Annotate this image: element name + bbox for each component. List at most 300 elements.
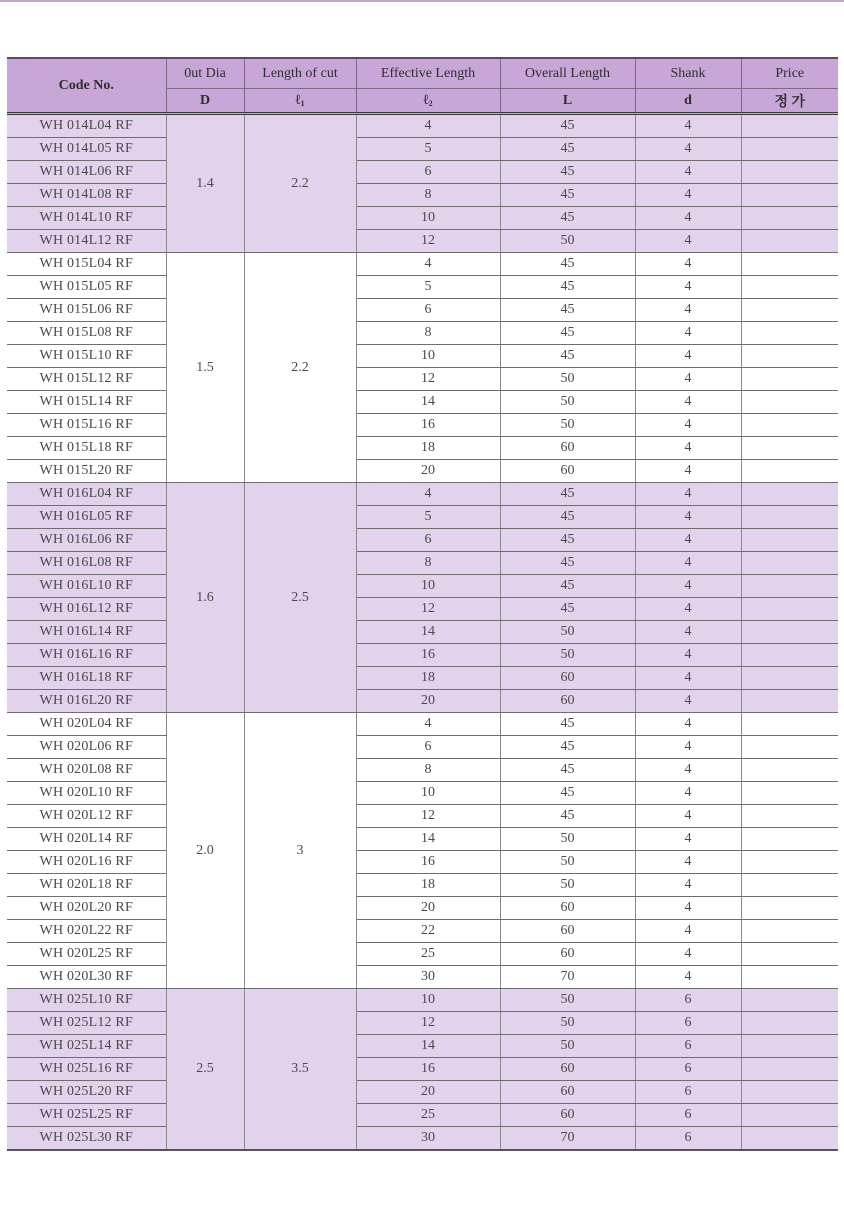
price-cell xyxy=(741,736,838,759)
shank-cell: 4 xyxy=(635,161,741,184)
shank-cell: 4 xyxy=(635,230,741,253)
code-no-cell: WH 020L16 RF xyxy=(7,851,166,874)
code-no-cell: WH 020L10 RF xyxy=(7,782,166,805)
length-of-cut-cell: 2.2 xyxy=(244,114,356,253)
code-no-cell: WH 015L16 RF xyxy=(7,414,166,437)
symbol-l: ℓ xyxy=(423,92,429,108)
price-cell xyxy=(741,253,838,276)
code-no-cell: WH 014L08 RF xyxy=(7,184,166,207)
code-no-cell: WH 016L20 RF xyxy=(7,690,166,713)
code-no-cell: WH 025L25 RF xyxy=(7,1104,166,1127)
table-row xyxy=(7,621,838,644)
price-cell xyxy=(741,1012,838,1035)
shank-cell: 6 xyxy=(635,989,741,1012)
price-cell xyxy=(741,391,838,414)
price-cell xyxy=(741,575,838,598)
code-no-cell: WH 014L06 RF xyxy=(7,161,166,184)
symbol-subscript: 1 xyxy=(300,98,305,108)
overall-length-cell: 45 xyxy=(500,114,635,138)
price-cell xyxy=(741,184,838,207)
price-cell xyxy=(741,1104,838,1127)
effective-length-cell: 8 xyxy=(356,184,500,207)
shank-cell: 4 xyxy=(635,805,741,828)
shank-cell: 4 xyxy=(635,276,741,299)
overall-length-cell: 60 xyxy=(500,460,635,483)
code-no-cell: WH 015L14 RF xyxy=(7,391,166,414)
overall-length-cell: 50 xyxy=(500,230,635,253)
code-no-cell: WH 015L20 RF xyxy=(7,460,166,483)
code-no-cell: WH 016L04 RF xyxy=(7,483,166,506)
table-row xyxy=(7,805,838,828)
code-no-cell: WH 020L06 RF xyxy=(7,736,166,759)
shank-cell: 4 xyxy=(635,667,741,690)
table-row xyxy=(7,299,838,322)
effective-length-cell: 6 xyxy=(356,529,500,552)
shank-cell: 4 xyxy=(635,253,741,276)
overall-length-cell: 50 xyxy=(500,391,635,414)
table-header xyxy=(7,58,838,114)
table-row xyxy=(7,506,838,529)
code-no-cell: WH 016L12 RF xyxy=(7,598,166,621)
overall-length-cell: 45 xyxy=(500,253,635,276)
shank-cell: 4 xyxy=(635,920,741,943)
shank-cell: 4 xyxy=(635,184,741,207)
price-cell xyxy=(741,805,838,828)
effective-length-cell: 4 xyxy=(356,713,500,736)
code-no-cell: WH 015L04 RF xyxy=(7,253,166,276)
overall-length-cell: 50 xyxy=(500,851,635,874)
price-cell xyxy=(741,345,838,368)
table-row xyxy=(7,1127,838,1151)
effective-length-cell: 12 xyxy=(356,368,500,391)
header-length-of-cut: Length of cut xyxy=(244,58,356,89)
shank-cell: 6 xyxy=(635,1012,741,1035)
overall-length-cell: 45 xyxy=(500,345,635,368)
shank-cell: 4 xyxy=(635,414,741,437)
table-row xyxy=(7,207,838,230)
header-price: Price xyxy=(741,58,838,89)
price-cell xyxy=(741,644,838,667)
effective-length-cell: 25 xyxy=(356,1104,500,1127)
effective-length-cell: 14 xyxy=(356,621,500,644)
code-no-cell: WH 025L30 RF xyxy=(7,1127,166,1151)
shank-cell: 4 xyxy=(635,322,741,345)
table-row xyxy=(7,851,838,874)
effective-length-cell: 12 xyxy=(356,598,500,621)
effective-length-cell: 12 xyxy=(356,805,500,828)
code-no-cell: WH 025L16 RF xyxy=(7,1058,166,1081)
symbol-l: ℓ xyxy=(295,92,301,108)
price-cell xyxy=(741,897,838,920)
price-cell xyxy=(741,1081,838,1104)
effective-length-cell: 4 xyxy=(356,114,500,138)
price-cell xyxy=(741,230,838,253)
overall-length-cell: 45 xyxy=(500,598,635,621)
shank-cell: 4 xyxy=(635,644,741,667)
shank-cell: 4 xyxy=(635,736,741,759)
spec-table xyxy=(7,57,838,1151)
price-cell xyxy=(741,322,838,345)
overall-length-cell: 45 xyxy=(500,483,635,506)
effective-length-cell: 10 xyxy=(356,782,500,805)
effective-length-cell: 18 xyxy=(356,667,500,690)
price-cell xyxy=(741,759,838,782)
effective-length-cell: 5 xyxy=(356,506,500,529)
price-cell xyxy=(741,460,838,483)
effective-length-cell: 8 xyxy=(356,552,500,575)
effective-length-cell: 20 xyxy=(356,690,500,713)
price-cell xyxy=(741,690,838,713)
code-no-cell: WH 016L16 RF xyxy=(7,644,166,667)
table-row xyxy=(7,345,838,368)
code-no-cell: WH 025L14 RF xyxy=(7,1035,166,1058)
effective-length-cell: 14 xyxy=(356,391,500,414)
effective-length-cell: 4 xyxy=(356,253,500,276)
table-row xyxy=(7,322,838,345)
code-no-cell: WH 015L10 RF xyxy=(7,345,166,368)
code-no-cell: WH 020L18 RF xyxy=(7,874,166,897)
code-no-cell: WH 020L22 RF xyxy=(7,920,166,943)
overall-length-cell: 45 xyxy=(500,299,635,322)
overall-length-cell: 45 xyxy=(500,138,635,161)
table-row xyxy=(7,989,838,1012)
table-row xyxy=(7,483,838,506)
price-cell xyxy=(741,667,838,690)
table-row xyxy=(7,575,838,598)
header-overall-length: Overall Length xyxy=(500,58,635,89)
price-cell xyxy=(741,506,838,529)
code-no-cell: WH 025L12 RF xyxy=(7,1012,166,1035)
price-cell xyxy=(741,713,838,736)
overall-length-cell: 50 xyxy=(500,368,635,391)
header-effective-length: Effective Length xyxy=(356,58,500,89)
shank-cell: 4 xyxy=(635,874,741,897)
shank-cell: 4 xyxy=(635,966,741,989)
overall-length-cell: 45 xyxy=(500,276,635,299)
overall-length-cell: 45 xyxy=(500,552,635,575)
price-cell xyxy=(741,368,838,391)
shank-cell: 4 xyxy=(635,437,741,460)
code-no-cell: WH 020L04 RF xyxy=(7,713,166,736)
price-cell xyxy=(741,966,838,989)
price-cell xyxy=(741,782,838,805)
price-cell xyxy=(741,161,838,184)
table-row xyxy=(7,1104,838,1127)
overall-length-cell: 45 xyxy=(500,759,635,782)
shank-cell: 4 xyxy=(635,713,741,736)
price-cell xyxy=(741,299,838,322)
header-symbol-D: D xyxy=(166,89,244,114)
overall-length-cell: 45 xyxy=(500,184,635,207)
effective-length-cell: 16 xyxy=(356,644,500,667)
out-dia-cell: 1.6 xyxy=(166,483,244,713)
price-cell xyxy=(741,437,838,460)
effective-length-cell: 8 xyxy=(356,759,500,782)
header-out-dia: 0ut Dia xyxy=(166,58,244,89)
shank-cell: 4 xyxy=(635,851,741,874)
shank-cell: 4 xyxy=(635,483,741,506)
shank-cell: 4 xyxy=(635,828,741,851)
price-cell xyxy=(741,989,838,1012)
overall-length-cell: 45 xyxy=(500,207,635,230)
price-cell xyxy=(741,552,838,575)
code-no-cell: WH 015L12 RF xyxy=(7,368,166,391)
shank-cell: 4 xyxy=(635,460,741,483)
overall-length-cell: 60 xyxy=(500,1058,635,1081)
effective-length-cell: 5 xyxy=(356,138,500,161)
shank-cell: 6 xyxy=(635,1104,741,1127)
top-decorative-rule xyxy=(0,0,844,2)
table-row xyxy=(7,1058,838,1081)
overall-length-cell: 60 xyxy=(500,437,635,460)
table-row xyxy=(7,161,838,184)
code-no-cell: WH 014L04 RF xyxy=(7,114,166,138)
overall-length-cell: 50 xyxy=(500,414,635,437)
out-dia-cell: 2.0 xyxy=(166,713,244,989)
symbol-subscript: 2 xyxy=(428,98,433,108)
overall-length-cell: 50 xyxy=(500,621,635,644)
shank-cell: 4 xyxy=(635,782,741,805)
code-no-cell: WH 020L14 RF xyxy=(7,828,166,851)
overall-length-cell: 50 xyxy=(500,1035,635,1058)
code-no-cell: WH 015L05 RF xyxy=(7,276,166,299)
shank-cell: 4 xyxy=(635,897,741,920)
out-dia-cell: 1.4 xyxy=(166,114,244,253)
effective-length-cell: 14 xyxy=(356,1035,500,1058)
price-cell xyxy=(741,1035,838,1058)
shank-cell: 4 xyxy=(635,690,741,713)
table-row xyxy=(7,874,838,897)
effective-length-cell: 16 xyxy=(356,414,500,437)
code-no-cell: WH 016L18 RF xyxy=(7,667,166,690)
overall-length-cell: 50 xyxy=(500,1012,635,1035)
table-row xyxy=(7,391,838,414)
price-cell xyxy=(741,414,838,437)
code-no-cell: WH 015L08 RF xyxy=(7,322,166,345)
table-row xyxy=(7,230,838,253)
code-no-cell: WH 020L08 RF xyxy=(7,759,166,782)
effective-length-cell: 16 xyxy=(356,1058,500,1081)
overall-length-cell: 60 xyxy=(500,690,635,713)
table-row xyxy=(7,138,838,161)
price-cell xyxy=(741,1127,838,1151)
price-cell xyxy=(741,828,838,851)
effective-length-cell: 20 xyxy=(356,897,500,920)
overall-length-cell: 50 xyxy=(500,828,635,851)
header-code-no: Code No. xyxy=(7,58,166,114)
code-no-cell: WH 014L10 RF xyxy=(7,207,166,230)
table-row xyxy=(7,713,838,736)
table-row xyxy=(7,782,838,805)
length-of-cut-cell: 3 xyxy=(244,713,356,989)
price-cell xyxy=(741,621,838,644)
overall-length-cell: 60 xyxy=(500,897,635,920)
table-row xyxy=(7,736,838,759)
table-row xyxy=(7,759,838,782)
shank-cell: 4 xyxy=(635,575,741,598)
shank-cell: 4 xyxy=(635,598,741,621)
code-no-cell: WH 020L12 RF xyxy=(7,805,166,828)
overall-length-cell: 45 xyxy=(500,322,635,345)
shank-cell: 4 xyxy=(635,345,741,368)
shank-cell: 6 xyxy=(635,1058,741,1081)
effective-length-cell: 20 xyxy=(356,460,500,483)
price-cell xyxy=(741,207,838,230)
effective-length-cell: 12 xyxy=(356,230,500,253)
table-row xyxy=(7,690,838,713)
table-row xyxy=(7,828,838,851)
effective-length-cell: 18 xyxy=(356,437,500,460)
price-cell xyxy=(741,1058,838,1081)
overall-length-cell: 60 xyxy=(500,1081,635,1104)
table-row xyxy=(7,644,838,667)
table-row xyxy=(7,276,838,299)
effective-length-cell: 14 xyxy=(356,828,500,851)
price-cell xyxy=(741,874,838,897)
shank-cell: 4 xyxy=(635,138,741,161)
overall-length-cell: 45 xyxy=(500,713,635,736)
price-cell xyxy=(741,114,838,138)
out-dia-cell: 2.5 xyxy=(166,989,244,1151)
overall-length-cell: 45 xyxy=(500,782,635,805)
overall-length-cell: 45 xyxy=(500,506,635,529)
overall-length-cell: 50 xyxy=(500,874,635,897)
effective-length-cell: 18 xyxy=(356,874,500,897)
table-row xyxy=(7,897,838,920)
overall-length-cell: 45 xyxy=(500,736,635,759)
price-cell xyxy=(741,920,838,943)
effective-length-cell: 10 xyxy=(356,989,500,1012)
overall-length-cell: 60 xyxy=(500,943,635,966)
overall-length-cell: 50 xyxy=(500,989,635,1012)
effective-length-cell: 10 xyxy=(356,575,500,598)
table-row xyxy=(7,1035,838,1058)
shank-cell: 6 xyxy=(635,1081,741,1104)
price-cell xyxy=(741,529,838,552)
table-row xyxy=(7,253,838,276)
effective-length-cell: 6 xyxy=(356,161,500,184)
table-row xyxy=(7,552,838,575)
effective-length-cell: 30 xyxy=(356,966,500,989)
table-row xyxy=(7,920,838,943)
shank-cell: 4 xyxy=(635,529,741,552)
header-symbol-l1 xyxy=(244,89,356,114)
shank-cell: 6 xyxy=(635,1035,741,1058)
effective-length-cell: 25 xyxy=(356,943,500,966)
table-row xyxy=(7,368,838,391)
effective-length-cell: 4 xyxy=(356,483,500,506)
code-no-cell: WH 025L20 RF xyxy=(7,1081,166,1104)
header-symbol-d: d xyxy=(635,89,741,114)
effective-length-cell: 6 xyxy=(356,299,500,322)
length-of-cut-cell: 2.2 xyxy=(244,253,356,483)
shank-cell: 4 xyxy=(635,207,741,230)
effective-length-cell: 22 xyxy=(356,920,500,943)
code-no-cell: WH 015L18 RF xyxy=(7,437,166,460)
overall-length-cell: 45 xyxy=(500,161,635,184)
effective-length-cell: 12 xyxy=(356,1012,500,1035)
code-no-cell: WH 020L30 RF xyxy=(7,966,166,989)
effective-length-cell: 20 xyxy=(356,1081,500,1104)
header-shank: Shank xyxy=(635,58,741,89)
length-of-cut-cell: 2.5 xyxy=(244,483,356,713)
overall-length-cell: 60 xyxy=(500,920,635,943)
code-no-cell: WH 016L10 RF xyxy=(7,575,166,598)
table-row xyxy=(7,529,838,552)
table-row xyxy=(7,598,838,621)
table-row xyxy=(7,966,838,989)
overall-length-cell: 70 xyxy=(500,966,635,989)
table-row xyxy=(7,1081,838,1104)
effective-length-cell: 8 xyxy=(356,322,500,345)
shank-cell: 4 xyxy=(635,943,741,966)
shank-cell: 4 xyxy=(635,391,741,414)
code-no-cell: WH 020L25 RF xyxy=(7,943,166,966)
effective-length-cell: 30 xyxy=(356,1127,500,1151)
code-no-cell: WH 016L05 RF xyxy=(7,506,166,529)
shank-cell: 4 xyxy=(635,506,741,529)
shank-cell: 6 xyxy=(635,1127,741,1151)
overall-length-cell: 60 xyxy=(500,1104,635,1127)
overall-length-cell: 45 xyxy=(500,575,635,598)
table-row xyxy=(7,114,838,138)
price-cell xyxy=(741,276,838,299)
code-no-cell: WH 020L20 RF xyxy=(7,897,166,920)
effective-length-cell: 6 xyxy=(356,736,500,759)
code-no-cell: WH 015L06 RF xyxy=(7,299,166,322)
header-symbol-L: L xyxy=(500,89,635,114)
effective-length-cell: 16 xyxy=(356,851,500,874)
table-row xyxy=(7,437,838,460)
price-cell xyxy=(741,138,838,161)
code-no-cell: WH 025L10 RF xyxy=(7,989,166,1012)
code-no-cell: WH 014L12 RF xyxy=(7,230,166,253)
shank-cell: 4 xyxy=(635,621,741,644)
table-row xyxy=(7,667,838,690)
table-row xyxy=(7,184,838,207)
shank-cell: 4 xyxy=(635,114,741,138)
shank-cell: 4 xyxy=(635,552,741,575)
shank-cell: 4 xyxy=(635,759,741,782)
code-no-cell: WH 016L14 RF xyxy=(7,621,166,644)
code-no-cell: WH 014L05 RF xyxy=(7,138,166,161)
header-symbol-price: 정 가 xyxy=(741,89,838,114)
out-dia-cell: 1.5 xyxy=(166,253,244,483)
table-row xyxy=(7,460,838,483)
effective-length-cell: 5 xyxy=(356,276,500,299)
length-of-cut-cell: 3.5 xyxy=(244,989,356,1151)
overall-length-cell: 60 xyxy=(500,667,635,690)
price-cell xyxy=(741,598,838,621)
code-no-cell: WH 016L08 RF xyxy=(7,552,166,575)
shank-cell: 4 xyxy=(635,368,741,391)
effective-length-cell: 10 xyxy=(356,345,500,368)
price-cell xyxy=(741,483,838,506)
table-row xyxy=(7,943,838,966)
shank-cell: 4 xyxy=(635,299,741,322)
table-body xyxy=(7,114,838,1151)
header-symbol-l2 xyxy=(356,89,500,114)
table-row xyxy=(7,414,838,437)
price-cell xyxy=(741,851,838,874)
code-no-cell: WH 016L06 RF xyxy=(7,529,166,552)
overall-length-cell: 45 xyxy=(500,529,635,552)
price-cell xyxy=(741,943,838,966)
table-row xyxy=(7,1012,838,1035)
effective-length-cell: 10 xyxy=(356,207,500,230)
overall-length-cell: 50 xyxy=(500,644,635,667)
overall-length-cell: 70 xyxy=(500,1127,635,1151)
